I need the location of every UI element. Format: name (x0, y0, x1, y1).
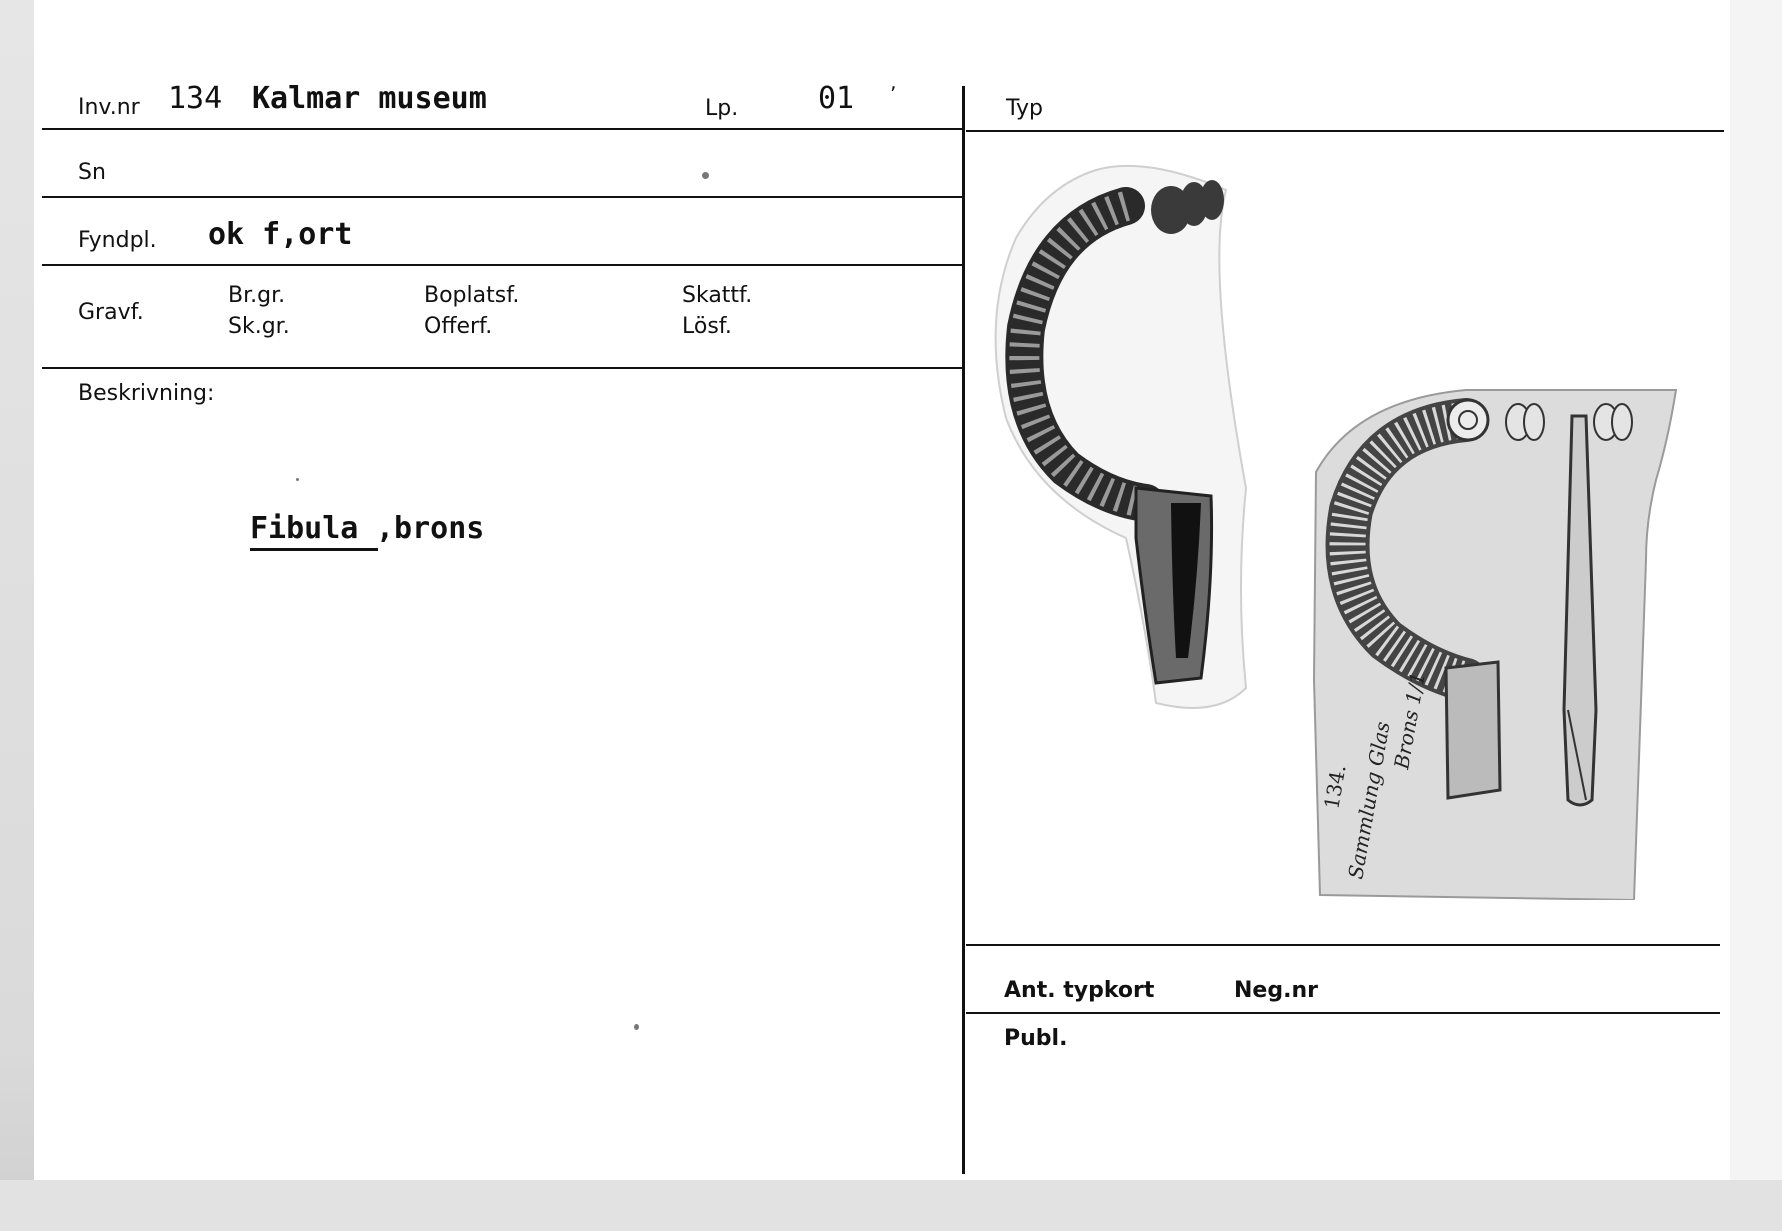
speck (702, 172, 709, 179)
label-typ: Typ (1006, 96, 1043, 121)
label-losf: Lösf. (682, 314, 732, 339)
label-skattf: Skattf. (682, 283, 753, 308)
value-inv-nr-museum: Kalmar museum (252, 81, 487, 116)
label-neg-nr: Neg.nr (1234, 978, 1318, 1003)
value-inv-nr-number: 134 (168, 81, 223, 116)
drawing-annotation-number: 134. (1319, 762, 1351, 811)
value-description-word: Fibula (250, 511, 359, 546)
label-ant-typkort: Ant. typkort (1004, 978, 1155, 1003)
column-divider (962, 86, 965, 1174)
rule-typ (966, 130, 1724, 132)
drawing-annotation-line-2: Brons 1/1 (1389, 670, 1430, 771)
label-br-gr: Br.gr. (228, 283, 286, 308)
rule-row-3 (42, 264, 962, 266)
rule-row-4 (42, 367, 962, 369)
label-offerf: Offerf. (424, 314, 493, 339)
label-sn: Sn (78, 160, 106, 185)
rule-ant-bottom (966, 1012, 1720, 1014)
speck (296, 478, 299, 481)
photo-edge-bottom (0, 1180, 1782, 1231)
drawing-annotation-line-1: Sammlung Glas (1343, 719, 1395, 881)
fibula-photo-cutout (976, 158, 1266, 718)
photo-edge-right (1730, 0, 1782, 1231)
value-lp: 01 (818, 81, 855, 116)
lp-tick-mark: ʼ (890, 82, 897, 106)
rule-row-2 (42, 196, 962, 198)
label-inv-nr: Inv.nr (78, 95, 140, 120)
rule-ant-top (966, 944, 1720, 946)
value-fyndpl: ok f,ort (208, 217, 353, 252)
label-boplatsf: Boplatsf. (424, 283, 520, 308)
label-beskrivning: Beskrivning: (78, 381, 215, 406)
label-publ: Publ. (1004, 1026, 1068, 1051)
fibula-drawing (1296, 380, 1686, 900)
label-lp: Lp. (705, 96, 739, 121)
rule-row-1 (42, 128, 962, 130)
label-gravf: Gravf. (78, 300, 144, 325)
speck (634, 1024, 639, 1030)
description-underline (250, 548, 378, 551)
label-fyndpl: Fyndpl. (78, 228, 157, 253)
label-sk-gr: Sk.gr. (228, 314, 290, 339)
value-description-rest: ,brons (376, 511, 485, 546)
